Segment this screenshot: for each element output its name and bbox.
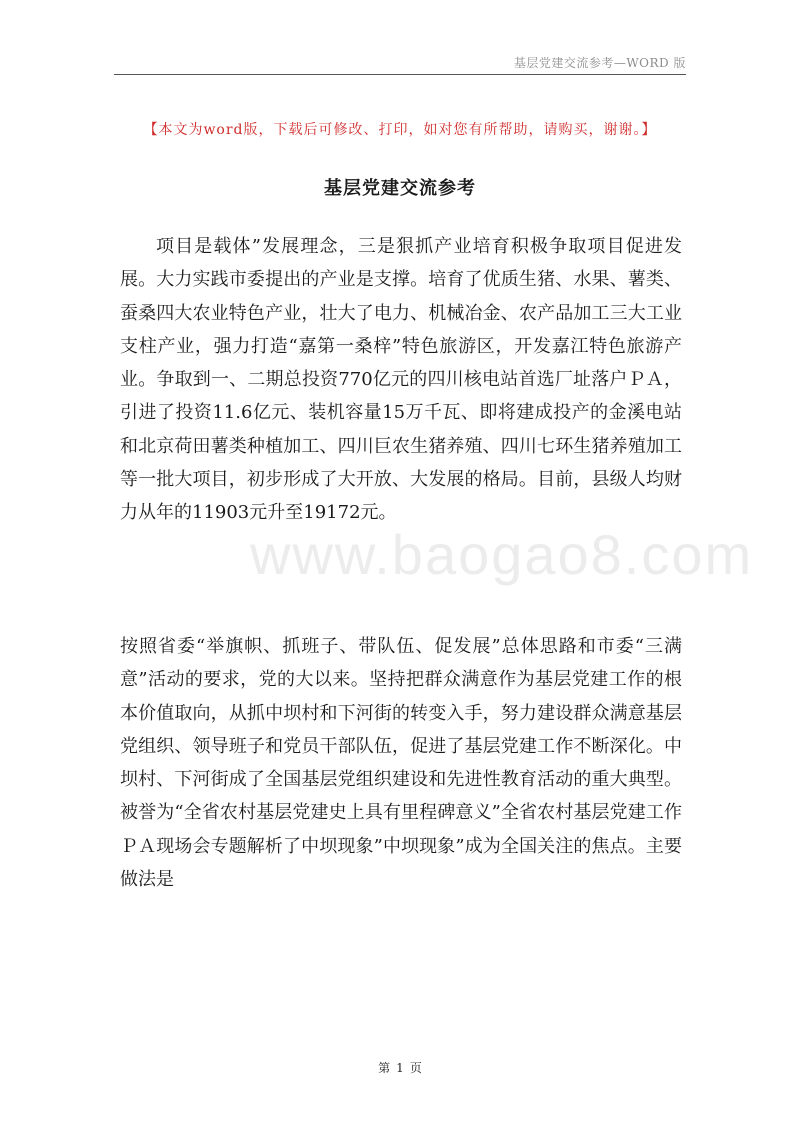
page-number: 1 — [396, 1061, 404, 1075]
page-footer — [0, 1059, 800, 1076]
download-notice: 【本文为word版，下载后可修改、打印，如对您有所帮助，请购买，谢谢。】 — [143, 122, 657, 138]
header-divider — [114, 74, 686, 75]
document-title: 基层党建交流参考 — [324, 178, 476, 199]
body-paragraph-2: 按照省委“举旗帜、抓班子、带队伍、促发展”总体思路和市委“三满意”活动的要求，党的大以来。坚持把群众满意作为基层党建工作的根本价值取向，从抓中坝村和下河街的转变入手，努力建设群众满意基层党组织、领导班子和党员干部队伍，促进了基层党建工作不断深化。中坝村、下河街成了全国基层党组织建设和先进性教育活动的重大典型。被誉为“全省农村基层党建史上具有里程碑意义”全省农村基层党建工作ＰＡ现场会专题解析了中坝现象”中坝现象”成为全国关注的焦点。主要做法是 — [120, 636, 682, 891]
watermark-text: www.baogao8.com — [250, 523, 754, 586]
body-paragraph-1: 项目是载体”发展理念，三是狠抓产业培育积极争取项目促进发展。大力实践市委提出的产业是支撑。培育了优质生猪、水果、薯类、蚕桑四大农业特色产业，壮大了电力、机械冶金、农产品加工三大工业支柱产业，强力打造“嘉第一桑梓”特色旅游区，开发嘉江特色旅游产业。争取到一、二期总投资770亿元的四川核电站首选厂址落户ＰＡ，引进了投资11.6亿元、装机容量15万千瓦、即将建成投产的金溪电站和北京荷田薯类种植加工、四川巨农生猪养殖、四川七环生猪养殖加工等一批大项目，初步形成了大开放、大发展的格局。目前，县级人均财力从年的11903元升至19172元。 — [120, 236, 682, 524]
running-header: 基层党建交流参考—WORD 版 — [513, 56, 686, 70]
footer-prefix: 第 — [378, 1061, 391, 1075]
footer-suffix: 页 — [409, 1061, 422, 1075]
